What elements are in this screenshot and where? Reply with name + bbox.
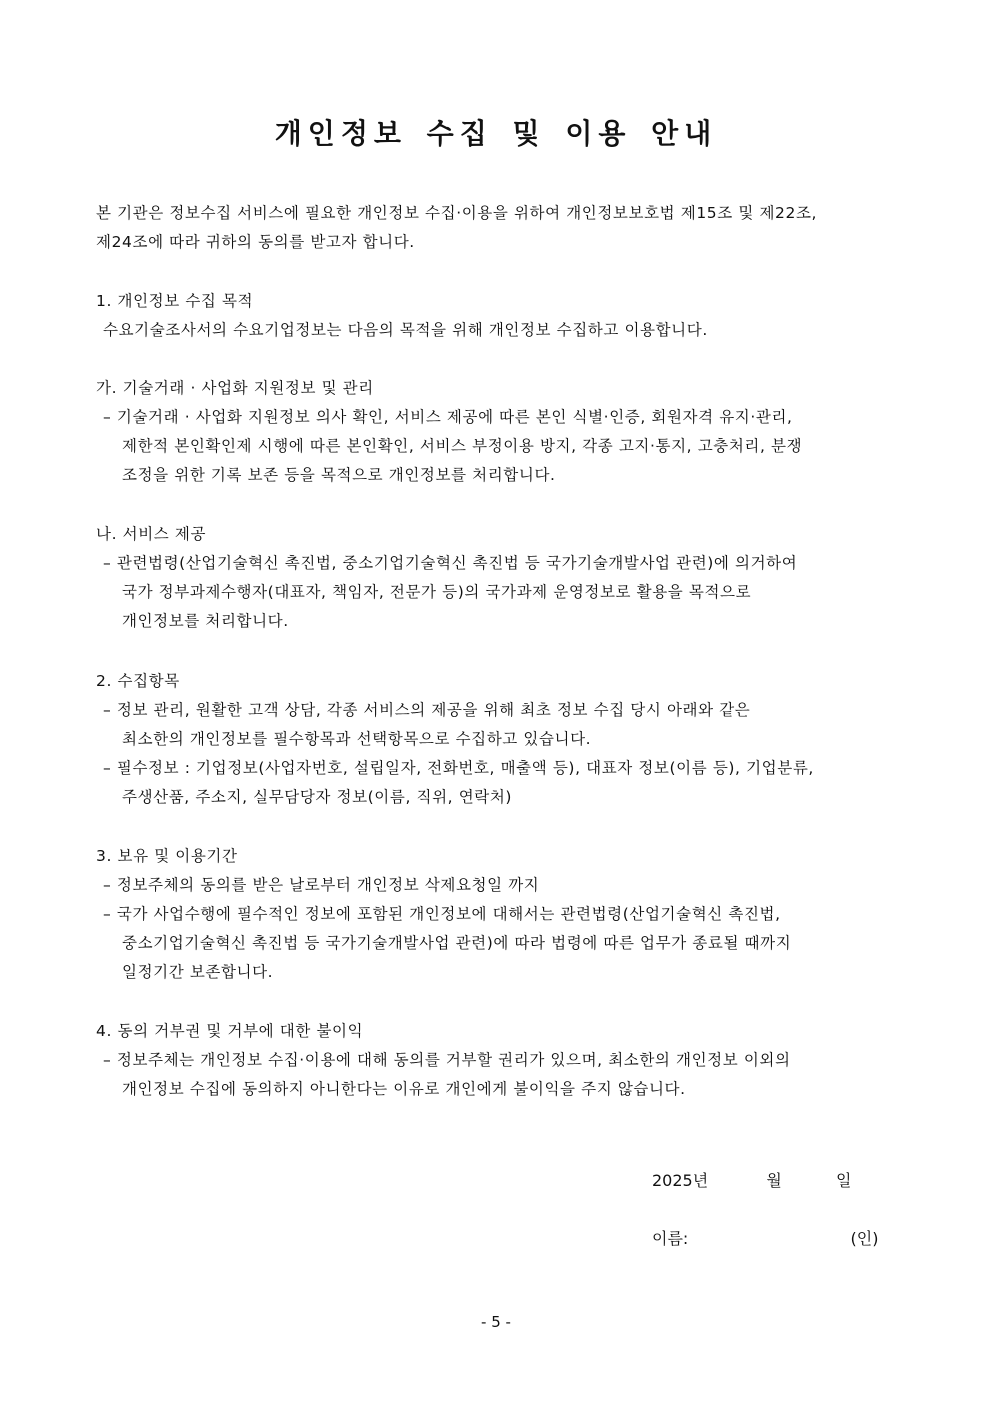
section-3-heading: 3. 보유 및 이용기간 — [96, 847, 238, 865]
section-2-line: 주생산품, 주소지, 실무담당자 정보(이름, 직위, 연락처) — [122, 788, 513, 806]
section-3-line: – 국가 사업수행에 필수적인 정보에 포함된 개인정보에 대해서는 관련법령(산업기술혁신 촉진법, — [103, 905, 781, 923]
section-1a-line: 조정을 위한 기록 보존 등을 목적으로 개인정보를 처리합니다. — [122, 466, 556, 484]
page-number: - 5 - — [481, 1313, 511, 1331]
section-1b-line: 개인정보를 처리합니다. — [122, 612, 289, 630]
section-1a-line: 제한적 본인확인제 시행에 따른 본인확인, 서비스 부정이용 방지, 각종 고지·통지, 고충처리, 분쟁 — [122, 437, 803, 455]
intro-line-1: 본 기관은 정보수집 서비스에 필요한 개인정보 수집·이용을 위하여 개인정보보호법 제15조 및 제22조, — [96, 204, 818, 222]
signature-name-label: 이름: — [652, 1229, 689, 1248]
signature-name-row — [652, 1226, 878, 1249]
signature-seal: (인) — [850, 1229, 879, 1248]
signature-date — [652, 1168, 852, 1191]
section-4-heading: 4. 동의 거부권 및 거부에 대한 불이익 — [96, 1022, 364, 1040]
signature-year: 2025년 — [652, 1171, 709, 1190]
intro-line-2: 제24조에 따라 귀하의 동의를 받고자 합니다. — [96, 233, 415, 251]
section-3-line: 중소기업기술혁신 촉진법 등 국가기술개발사업 관련)에 따라 법령에 따른 업무가 종료될 때까지 — [122, 934, 792, 952]
section-1a-heading: 가. 기술거래 · 사업화 지원정보 및 관리 — [96, 379, 374, 397]
section-4-line: 개인정보 수집에 동의하지 아니한다는 이유로 개인에게 불이익을 주지 않습니다. — [122, 1080, 686, 1098]
signature-month: 월 — [766, 1171, 782, 1190]
section-1-body: 수요기술조사서의 수요기업정보는 다음의 목적을 위해 개인정보 수집하고 이용합니다. — [103, 321, 708, 339]
section-2-line: 최소한의 개인정보를 필수항목과 선택항목으로 수집하고 있습니다. — [122, 730, 592, 748]
page-title: 개인정보 수집 및 이용 안내 — [274, 117, 718, 150]
section-2-heading: 2. 수집항목 — [96, 672, 180, 690]
section-3-line: – 정보주체의 동의를 받은 날로부터 개인정보 삭제요청일 까지 — [103, 876, 540, 894]
section-3-line: 일정기간 보존합니다. — [122, 963, 274, 981]
signature-day: 일 — [836, 1171, 852, 1190]
section-2-line: – 필수정보 : 기업정보(사업자번호, 설립일자, 전화번호, 매출액 등), 대표자 정보(이름 등), 기업분류, — [103, 759, 814, 777]
section-1b-line: – 관련법령(산업기술혁신 촉진법, 중소기업기술혁신 촉진법 등 국가기술개발사업 관련)에 의거하여 — [103, 554, 798, 572]
section-2-line: – 정보 관리, 원활한 고객 상담, 각종 서비스의 제공을 위해 최초 정보 수집 당시 아래와 같은 — [103, 701, 751, 719]
section-1a-line: – 기술거래 · 사업화 지원정보 의사 확인, 서비스 제공에 따른 본인 식별·인증, 회원자격 유지·관리, — [103, 408, 793, 426]
section-1-heading: 1. 개인정보 수집 목적 — [96, 292, 254, 310]
section-1b-line: 국가 정부과제수행자(대표자, 책임자, 전문가 등)의 국가과제 운영정보로 활용을 목적으로 — [122, 583, 752, 601]
section-4-line: – 정보주체는 개인정보 수집·이용에 대해 동의를 거부할 권리가 있으며, 최소한의 개인정보 이외의 — [103, 1051, 791, 1069]
section-1b-heading: 나. 서비스 제공 — [96, 525, 207, 543]
